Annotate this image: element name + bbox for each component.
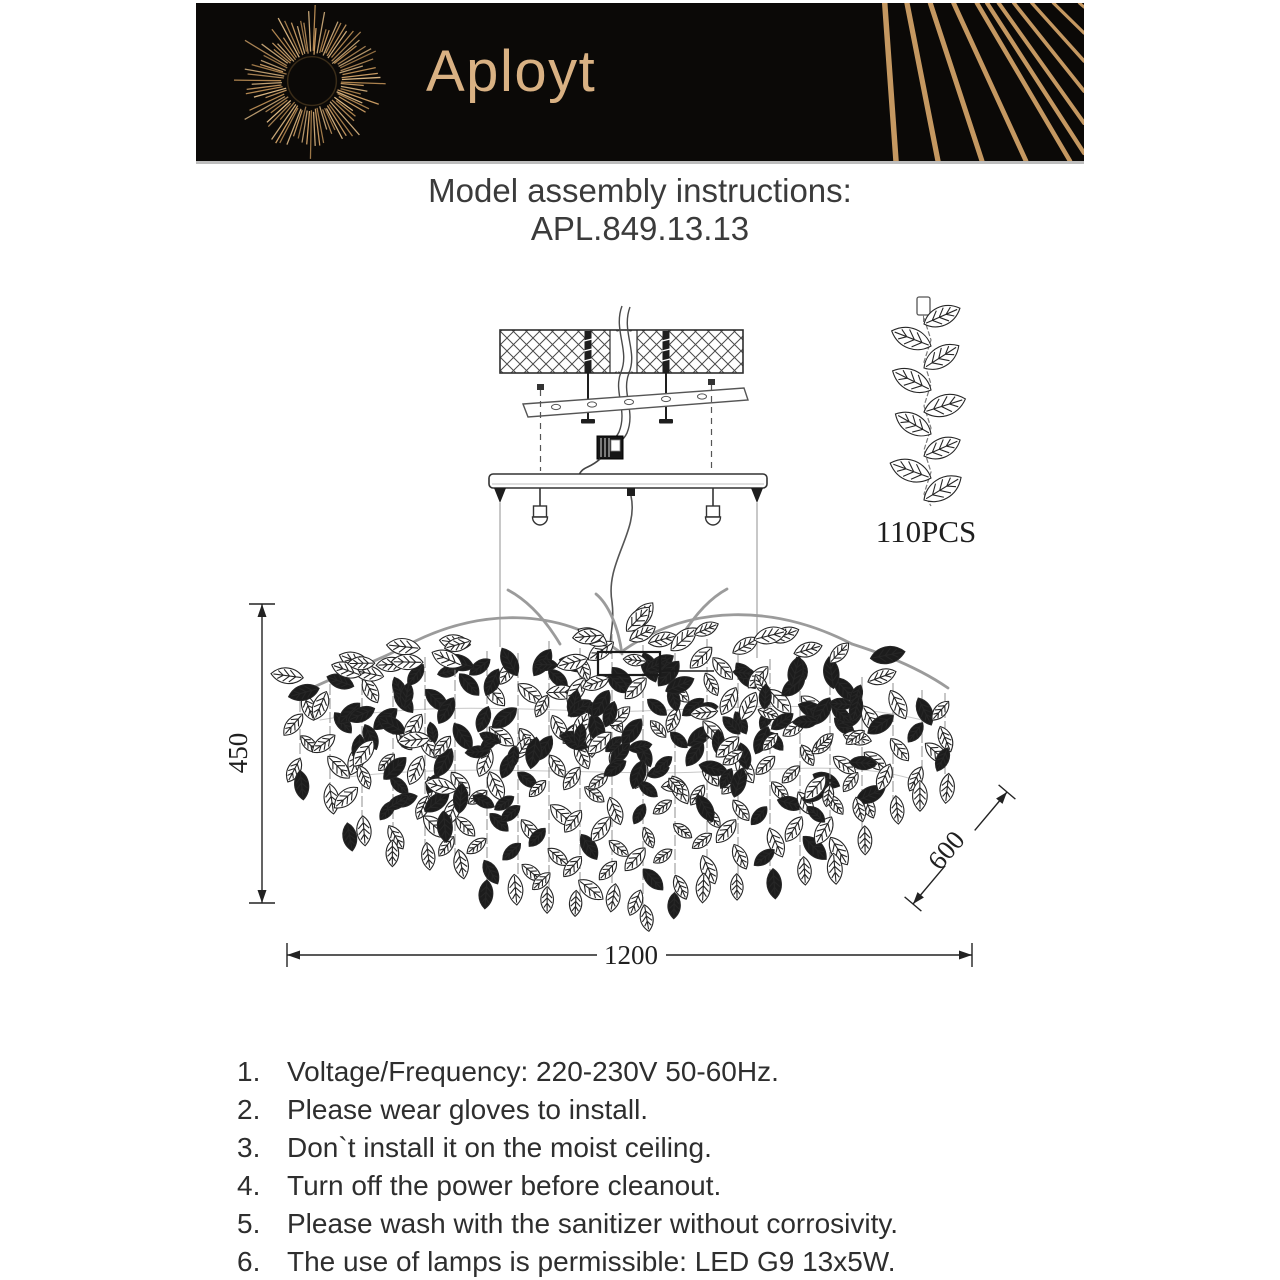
leaf-icon xyxy=(270,666,304,686)
title-block xyxy=(0,172,1280,248)
leaf-icon xyxy=(507,874,524,906)
instruction-number: 3. xyxy=(237,1132,261,1163)
leaf-icon xyxy=(356,815,373,846)
instruction-text: Please wear gloves to install. xyxy=(287,1094,649,1125)
leaf-icon xyxy=(730,874,743,900)
leaf-icon xyxy=(478,879,494,909)
instruction-number: 5. xyxy=(237,1208,261,1239)
leaf-icon xyxy=(685,642,716,673)
dimension-width xyxy=(287,940,972,970)
instruction-text: Please wash with the sanitizer without corrosivity. xyxy=(287,1208,899,1239)
leaf-icon xyxy=(904,719,927,745)
instruction-text: Don`t install it on the moist ceiling. xyxy=(287,1132,712,1163)
leaf-icon xyxy=(889,795,905,824)
leaf-icon xyxy=(604,883,622,913)
leaf-icon xyxy=(639,825,657,849)
leaf-icon xyxy=(858,826,872,855)
instruction-text: Voltage/Frequency: 220-230V 50-60Hz. xyxy=(287,1056,779,1087)
leaf-icon xyxy=(747,803,771,828)
instruction-item xyxy=(237,1091,1057,1129)
leaf-icon xyxy=(692,618,721,640)
instruction-number: 6. xyxy=(237,1246,261,1277)
dimension-height xyxy=(223,604,275,903)
leaf-icon xyxy=(452,813,480,841)
leaf-icon xyxy=(638,904,655,933)
leaf-icon xyxy=(766,868,783,899)
document-title: Model assembly instructions: xyxy=(428,172,852,209)
instructions-list xyxy=(237,1053,1057,1280)
brand-banner xyxy=(196,3,1084,164)
assembly-diagram xyxy=(180,290,1100,990)
leaf-strand-detail xyxy=(876,297,977,549)
leaf-icon xyxy=(650,796,674,818)
leaf-icon xyxy=(825,639,853,668)
leaf-icon xyxy=(279,710,308,740)
instruction-item xyxy=(237,1243,1057,1280)
dim-height-label: 450 xyxy=(223,732,253,774)
power-wires xyxy=(611,306,632,443)
cord-grip-left xyxy=(533,488,548,525)
instruction-item xyxy=(237,1053,1057,1091)
instruction-item xyxy=(237,1205,1057,1243)
instruction-number: 1. xyxy=(237,1056,261,1087)
leaf-icon xyxy=(541,887,554,914)
leaf-icon xyxy=(629,802,649,827)
mounting-bracket xyxy=(523,379,748,471)
leaf-icon xyxy=(420,842,436,871)
leaf-icon xyxy=(728,842,752,872)
dim-width-label: 1200 xyxy=(604,940,658,970)
leaf-icon xyxy=(464,834,490,858)
cord-grip-right xyxy=(706,488,721,525)
parts-count-label: 110PCS xyxy=(875,514,977,549)
leaf-icon xyxy=(752,752,779,779)
leaf-icon xyxy=(888,322,935,356)
instruction-number: 2. xyxy=(237,1094,261,1125)
starburst-logo-icon xyxy=(234,5,390,161)
instruction-item xyxy=(237,1129,1057,1167)
leaf-icon xyxy=(668,893,681,919)
leaf-icon xyxy=(689,829,715,852)
instruction-text: The use of lamps is permissible: LED G9 13x5W. xyxy=(287,1246,896,1277)
leaf-icon xyxy=(479,857,504,887)
leaf-icon xyxy=(595,857,621,883)
instruction-text: Turn off the power before cleanout. xyxy=(287,1170,722,1201)
leaf-icon xyxy=(667,728,691,751)
terminal-block xyxy=(579,436,623,475)
leaf-icon xyxy=(938,773,955,804)
leaf-icon xyxy=(670,820,695,842)
model-number: APL.849.13.13 xyxy=(530,210,750,247)
leaf-icon xyxy=(341,822,359,852)
corner-rays-icon xyxy=(754,3,1084,161)
leaf-icon xyxy=(499,839,524,864)
leaf-icon xyxy=(651,845,675,867)
dim-depth-label: 600 xyxy=(921,825,971,876)
instruction-number: 4. xyxy=(237,1170,261,1201)
leaf-icon xyxy=(804,803,828,826)
leaf-icon xyxy=(797,856,812,885)
leaf-icon xyxy=(644,695,670,720)
brand-logo-text: Aployt xyxy=(426,39,597,104)
instruction-item xyxy=(237,1167,1057,1205)
